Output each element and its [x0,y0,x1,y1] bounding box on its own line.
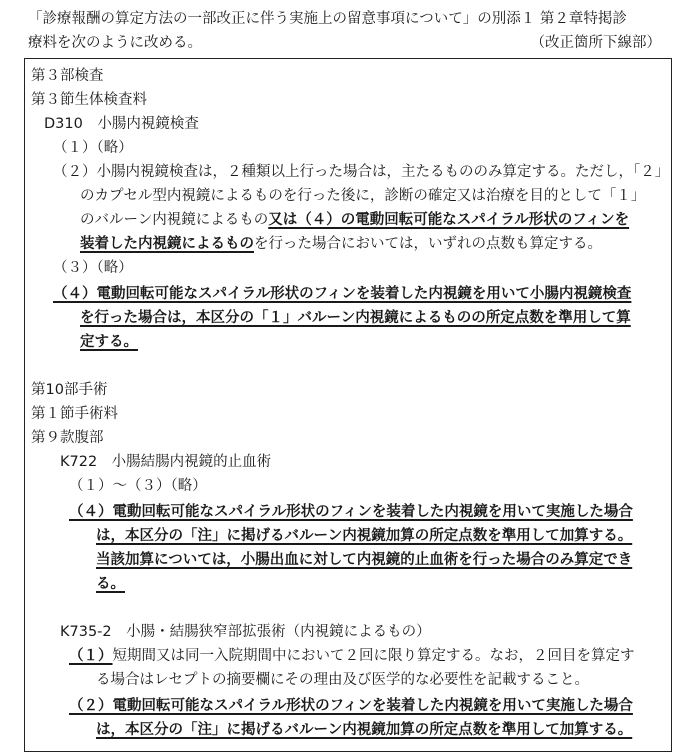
part-3-heading: 第３部検査 [31,68,104,84]
subsection-9-heading: 第９款腹部 [31,430,104,446]
part-10-heading: 第10部手術 [31,382,108,398]
d310-item-2-line-3: のバルーン内視鏡によるもの又は（４）の電動回転可能なスパイラル形状のフィンを [80,212,630,228]
k722-items-1-3: （１）～（３）（略） [69,478,207,494]
header-line-1: 「診療報酬の算定方法の一部改正に伴う実施上の留意事項について」の別添１ 第２章特掲診 [28,11,627,27]
d310-item-2-line-1: （２）小腸内視鏡検査は，２種類以上行った場合は，主たるもののみ算定する。ただし，「２」 [53,164,670,180]
section-1-heading: 第１節手術料 [31,406,118,422]
d310-item-4-line-2: を行った場合は，本区分の「１」バルーン内視鏡によるものの所定点数を準用して算 [80,310,631,326]
d310-item-4-line-3: 定する。 [80,334,138,350]
k722-item-4-line-1: （４）電動回転可能なスパイラル形状のフィンを装着した内視鏡を用いて実施した場合 [69,504,633,520]
d310-item-2-added-2: 装着した内視鏡によるもの [80,236,254,252]
k735-item-2-line-1: （２）電動回転可能なスパイラル形状のフィンを装着した内視鏡を用いて実施した場合 [69,698,633,714]
d310-item-2-added-1: 又は（４）の電動回転可能なスパイラル形状のフィンを [268,212,630,228]
k722-item-4-line-2: は，本区分の「注」に掲げるバルーン内視鏡加算の所定点数を準用して加算する。 [96,528,633,544]
k722-item-4-line-4: る。 [96,576,125,592]
k722-heading: K722 小腸結腸内視鏡的止血術 [60,454,272,470]
k735-item-2-line-2: は，本区分の「注」に掲げるバルーン内視鏡加算の所定点数を準用して加算する。 [96,722,633,738]
k722-item-4-line-3: 当該加算については，小腸出血に対して内視鏡的止血術を行った場合のみ算定でき [96,552,633,568]
section-3-heading: 第３節生体検査料 [31,92,147,108]
k735-item-1-line-2: る場合はレセプトの摘要欄にその理由及び医学的な必要性を記載すること。 [96,672,589,688]
d310-item-4-line-1: （４）電動回転可能なスパイラル形状のフィンを装着した内視鏡を用いて小腸内視鏡検査 [53,286,632,302]
revision-note: （改正箇所下線部） [530,35,661,51]
k735-heading: K735-2 小腸・結腸狭窄部拡張術（内視鏡によるもの） [60,624,431,640]
k735-item-1-number: （１） [69,648,113,664]
d310-item-2-line-4: 装着した内視鏡によるものを行った場合においては，いずれの点数も算定する。 [80,236,602,252]
d310-item-1: （１）（略） [53,140,133,156]
k735-item-1-line-1: （１）短期間又は同一入院期間中において２回に限り算定する。なお，２回目を算定す [69,648,635,664]
d310-item-3: （３）（略） [53,260,133,276]
d310-item-2-line-2: のカプセル型内視鏡によるものを行った後に，診断の確定又は治療を目的として「１」 [80,188,646,204]
d310-heading: D310 小腸内視鏡検査 [44,116,199,132]
header-line-2: 療料を次のように改める。 [28,35,202,51]
content-box [24,58,672,752]
